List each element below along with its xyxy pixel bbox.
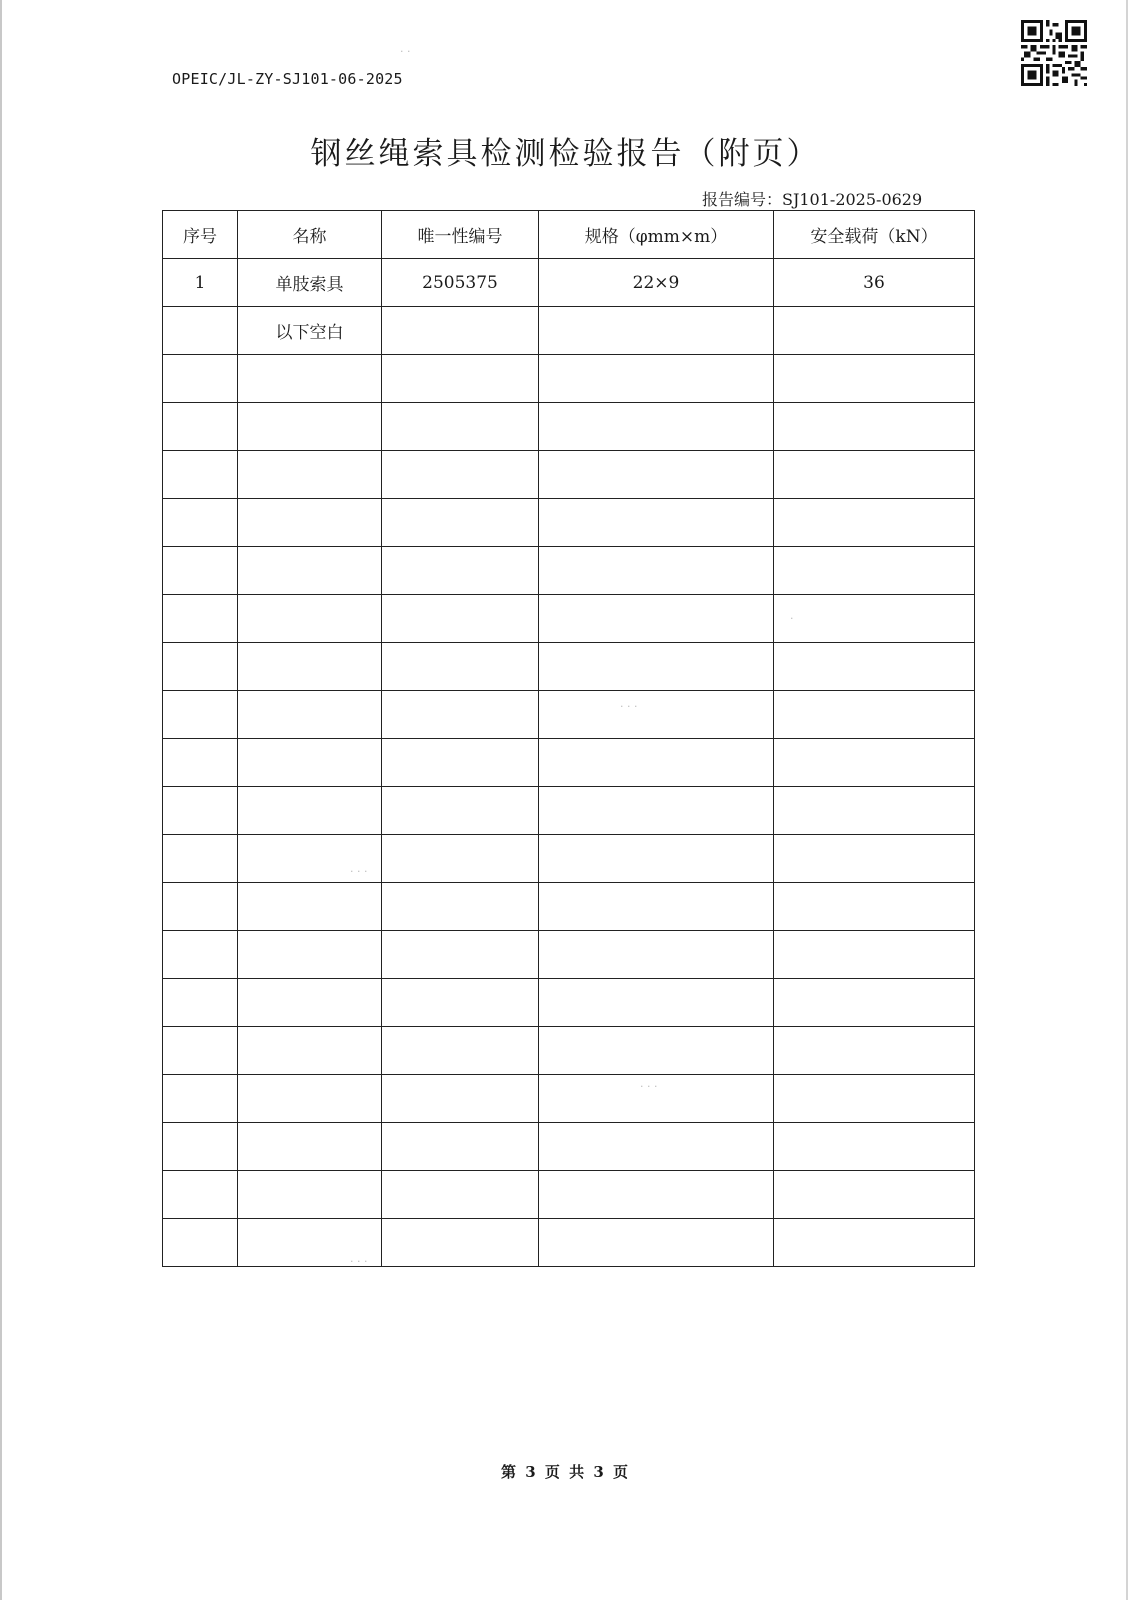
cell-name xyxy=(238,595,382,643)
cell-unique-id xyxy=(382,883,539,931)
cell-spec xyxy=(539,835,774,883)
cell-spec xyxy=(539,691,774,739)
cell-index: 1 xyxy=(163,259,238,307)
scan-speck: · · · xyxy=(350,865,368,878)
cell-safe-load xyxy=(774,595,975,643)
table-row xyxy=(163,835,975,883)
cell-unique-id xyxy=(382,691,539,739)
cell-name xyxy=(238,691,382,739)
cell-name xyxy=(238,1075,382,1123)
cell-unique-id xyxy=(382,739,539,787)
cell-index xyxy=(163,307,238,355)
cell-spec xyxy=(539,451,774,499)
cell-safe-load xyxy=(774,1123,975,1171)
cell-unique-id xyxy=(382,355,539,403)
table-row xyxy=(163,739,975,787)
cell-index xyxy=(163,1075,238,1123)
cell-spec xyxy=(539,979,774,1027)
cell-safe-load xyxy=(774,307,975,355)
cell-name xyxy=(238,1027,382,1075)
scan-speck: · · xyxy=(400,45,411,58)
cell-name xyxy=(238,643,382,691)
cell-name xyxy=(238,547,382,595)
cell-index xyxy=(163,403,238,451)
table-row xyxy=(163,1027,975,1075)
cell-unique-id xyxy=(382,595,539,643)
cell-index xyxy=(163,835,238,883)
cell-index xyxy=(163,355,238,403)
cell-spec: 22×9 xyxy=(539,259,774,307)
cell-spec xyxy=(539,1171,774,1219)
cell-index xyxy=(163,979,238,1027)
scan-edge-left xyxy=(0,0,2,1600)
cell-unique-id xyxy=(382,979,539,1027)
cell-spec xyxy=(539,1123,774,1171)
cell-safe-load xyxy=(774,499,975,547)
col-header-spec: 规格（φmm×m） xyxy=(539,211,774,259)
cell-name xyxy=(238,451,382,499)
cell-unique-id xyxy=(382,787,539,835)
scan-speck: · · · xyxy=(350,1255,368,1268)
cell-index xyxy=(163,1123,238,1171)
cell-unique-id xyxy=(382,547,539,595)
cell-unique-id xyxy=(382,1171,539,1219)
cell-unique-id xyxy=(382,835,539,883)
col-header-safe-load: 安全载荷（kN） xyxy=(774,211,975,259)
cell-index xyxy=(163,643,238,691)
cell-safe-load xyxy=(774,1219,975,1267)
cell-safe-load xyxy=(774,835,975,883)
cell-name xyxy=(238,1171,382,1219)
table-row xyxy=(163,931,975,979)
cell-unique-id xyxy=(382,451,539,499)
cell-index xyxy=(163,931,238,979)
cell-safe-load xyxy=(774,355,975,403)
cell-spec xyxy=(539,403,774,451)
col-header-name: 名称 xyxy=(238,211,382,259)
cell-name xyxy=(238,739,382,787)
cell-name xyxy=(238,355,382,403)
cell-name: 以下空白 xyxy=(238,307,382,355)
cell-unique-id xyxy=(382,403,539,451)
table-row xyxy=(163,883,975,931)
cell-unique-id xyxy=(382,307,539,355)
cell-spec xyxy=(539,355,774,403)
scan-speck: · · · xyxy=(640,1080,658,1093)
table-row xyxy=(163,499,975,547)
cell-name xyxy=(238,787,382,835)
cell-safe-load xyxy=(774,547,975,595)
cell-index xyxy=(163,595,238,643)
cell-safe-load xyxy=(774,931,975,979)
cell-name xyxy=(238,1123,382,1171)
cell-index xyxy=(163,1027,238,1075)
cell-name xyxy=(238,499,382,547)
cell-index xyxy=(163,451,238,499)
cell-unique-id xyxy=(382,499,539,547)
col-header-index: 序号 xyxy=(163,211,238,259)
cell-unique-id xyxy=(382,1219,539,1267)
table-row xyxy=(163,451,975,499)
table-row xyxy=(163,547,975,595)
cell-index xyxy=(163,1219,238,1267)
cell-unique-id xyxy=(382,931,539,979)
cell-name xyxy=(238,979,382,1027)
cell-spec xyxy=(539,931,774,979)
table-header-row xyxy=(163,211,975,259)
cell-name xyxy=(238,931,382,979)
cell-unique-id xyxy=(382,1075,539,1123)
table-row xyxy=(163,1075,975,1123)
cell-spec xyxy=(539,1027,774,1075)
cell-index xyxy=(163,883,238,931)
inspection-table xyxy=(162,210,975,1267)
cell-safe-load xyxy=(774,643,975,691)
cell-spec xyxy=(539,499,774,547)
cell-name: 单肢索具 xyxy=(238,259,382,307)
cell-spec xyxy=(539,643,774,691)
scan-speck: · xyxy=(790,612,794,625)
scan-speck: · · · xyxy=(620,700,638,713)
col-header-unique-id: 唯一性编号 xyxy=(382,211,539,259)
cell-index xyxy=(163,691,238,739)
table-row xyxy=(163,403,975,451)
table-row xyxy=(163,1219,975,1267)
cell-safe-load xyxy=(774,1171,975,1219)
cell-safe-load xyxy=(774,1075,975,1123)
table-row xyxy=(163,307,975,355)
cell-spec xyxy=(539,307,774,355)
cell-safe-load: 36 xyxy=(774,259,975,307)
table-row xyxy=(163,691,975,739)
cell-spec xyxy=(539,547,774,595)
cell-index xyxy=(163,1171,238,1219)
cell-index xyxy=(163,739,238,787)
cell-unique-id xyxy=(382,1027,539,1075)
cell-index xyxy=(163,787,238,835)
table-row xyxy=(163,259,975,307)
cell-safe-load xyxy=(774,739,975,787)
cell-name xyxy=(238,403,382,451)
cell-spec xyxy=(539,1219,774,1267)
cell-unique-id xyxy=(382,1123,539,1171)
cell-safe-load xyxy=(774,403,975,451)
scan-edge-right xyxy=(1126,0,1128,1600)
qr-code-icon xyxy=(1021,20,1087,86)
table-row xyxy=(163,355,975,403)
cell-spec xyxy=(539,739,774,787)
table-row xyxy=(163,595,975,643)
cell-safe-load xyxy=(774,787,975,835)
table-row xyxy=(163,787,975,835)
table-row xyxy=(163,1123,975,1171)
cell-index xyxy=(163,499,238,547)
report-title: 钢丝绳索具检测检验报告（附页） xyxy=(310,136,821,172)
cell-safe-load xyxy=(774,979,975,1027)
cell-safe-load xyxy=(774,883,975,931)
cell-spec xyxy=(539,595,774,643)
cell-safe-load xyxy=(774,451,975,499)
document-code: OPEIC/JL-ZY-SJ101-06-2025 xyxy=(172,70,403,88)
cell-spec xyxy=(539,883,774,931)
page-number: 第 3 页 共 3 页 xyxy=(501,1463,630,1481)
table-row xyxy=(163,979,975,1027)
table-row xyxy=(163,1171,975,1219)
report-number: 报告编号：SJ101-2025-0629 xyxy=(702,190,923,209)
cell-safe-load xyxy=(774,1027,975,1075)
table-body xyxy=(163,259,975,1267)
cell-safe-load xyxy=(774,691,975,739)
cell-index xyxy=(163,547,238,595)
cell-unique-id: 2505375 xyxy=(382,259,539,307)
cell-name xyxy=(238,883,382,931)
cell-unique-id xyxy=(382,643,539,691)
cell-spec xyxy=(539,787,774,835)
table-row xyxy=(163,643,975,691)
